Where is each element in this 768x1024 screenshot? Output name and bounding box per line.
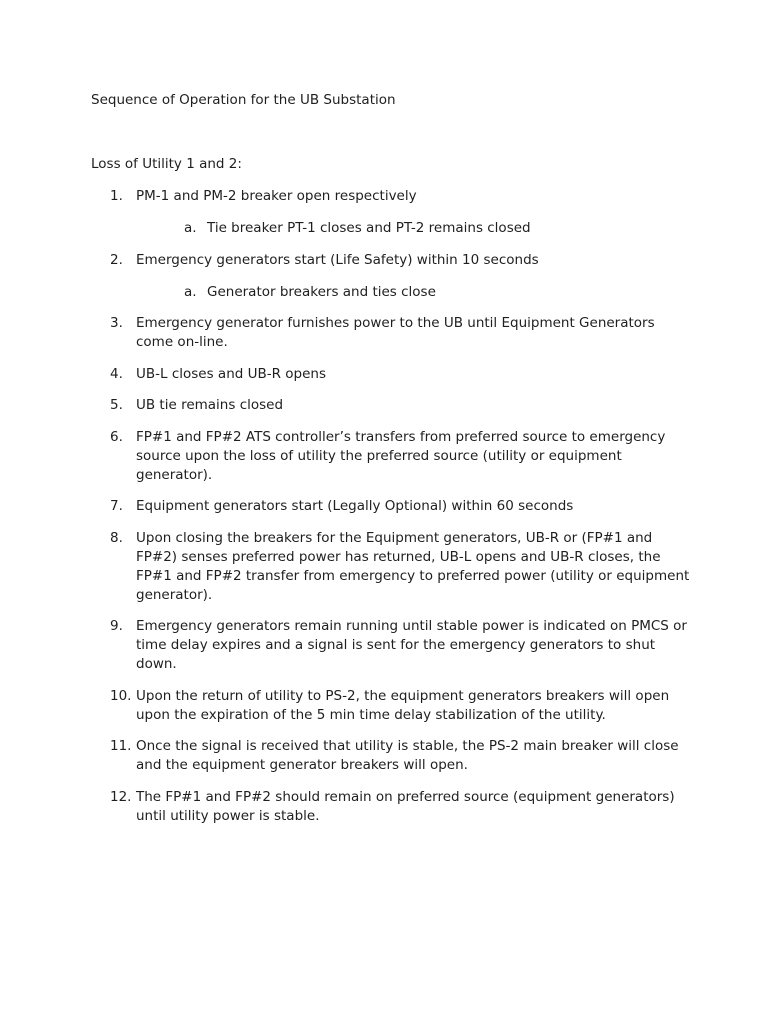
sub-item-marker: a. [184, 283, 197, 300]
list-item [110, 788, 690, 826]
list-item [110, 396, 690, 415]
item-text: Emergency generators remain running until stable power is indicated on PMCS or time delay expires and a signal is sent for the emergency generators to shut down. [136, 618, 687, 672]
list-item [110, 529, 690, 605]
item-number: 12. [110, 788, 132, 805]
item-text: Emergency generator furnishes power to the UB until Equipment Generators come on-line. [136, 315, 655, 350]
item-text: Upon the return of utility to PS-2, the equipment generators breakers will open upon the expiration of the 5 min time delay stabilization of the utility. [136, 687, 670, 723]
item-text: Upon closing the breakers for the Equipment generators, UB-R or (FP#1 and FP#2) senses preferred power has returned, UB-L opens and UB-R closes, the FP#1 and FP#2 transfer from emergency to preferred power (utility or equipment generator). [136, 529, 690, 603]
list-item [110, 365, 690, 384]
item-text: Emergency generators start (Life Safety) within 10 seconds [136, 251, 539, 268]
item-number: 11. [110, 738, 132, 754]
list-item [110, 187, 690, 238]
sequence-list [110, 187, 690, 838]
section-heading: Loss of Utility 1 and 2: [91, 156, 242, 172]
item-text: PM-1 and PM-2 breaker open respectively [136, 188, 417, 204]
item-number: 4. [110, 365, 123, 382]
item-number: 5. [110, 397, 123, 413]
item-text: The FP#1 and FP#2 should remain on preferred source (equipment generators) until utility power is stable. [136, 788, 675, 824]
sub-item-text: Generator breakers and ties close [207, 283, 436, 300]
list-item [110, 687, 690, 725]
item-text: Equipment generators start (Legally Optional) within 60 seconds [136, 498, 574, 514]
item-number: 7. [110, 498, 123, 514]
item-number: 9. [110, 618, 123, 634]
list-item [110, 497, 690, 516]
sub-item-text: Tie breaker PT-1 closes and PT-2 remains closed [207, 220, 531, 236]
item-text: Once the signal is received that utility is stable, the PS-2 main breaker will close and the equipment generator breakers will open. [136, 738, 679, 773]
list-item [110, 737, 690, 775]
document-title: Sequence of Operation for the UB Substation [91, 92, 396, 108]
item-number: 8. [110, 529, 123, 546]
item-number: 10. [110, 687, 132, 704]
list-item [110, 617, 690, 674]
list-item [110, 428, 690, 485]
item-text: UB-L closes and UB-R opens [136, 365, 327, 382]
item-number: 3. [110, 315, 123, 331]
item-number: 2. [110, 251, 123, 268]
item-number: 6. [110, 428, 123, 445]
sub-item [136, 219, 690, 238]
list-item [110, 314, 690, 352]
item-number: 1. [110, 188, 123, 204]
item-text: FP#1 and FP#2 ATS controller’s transfers from preferred source to emergency source upon the loss of utility the preferred source (utility or equipment generator). [136, 428, 666, 483]
list-item [110, 251, 690, 302]
item-text: UB tie remains closed [136, 397, 284, 413]
sub-item [136, 283, 690, 302]
sub-item-marker: a. [184, 220, 197, 236]
